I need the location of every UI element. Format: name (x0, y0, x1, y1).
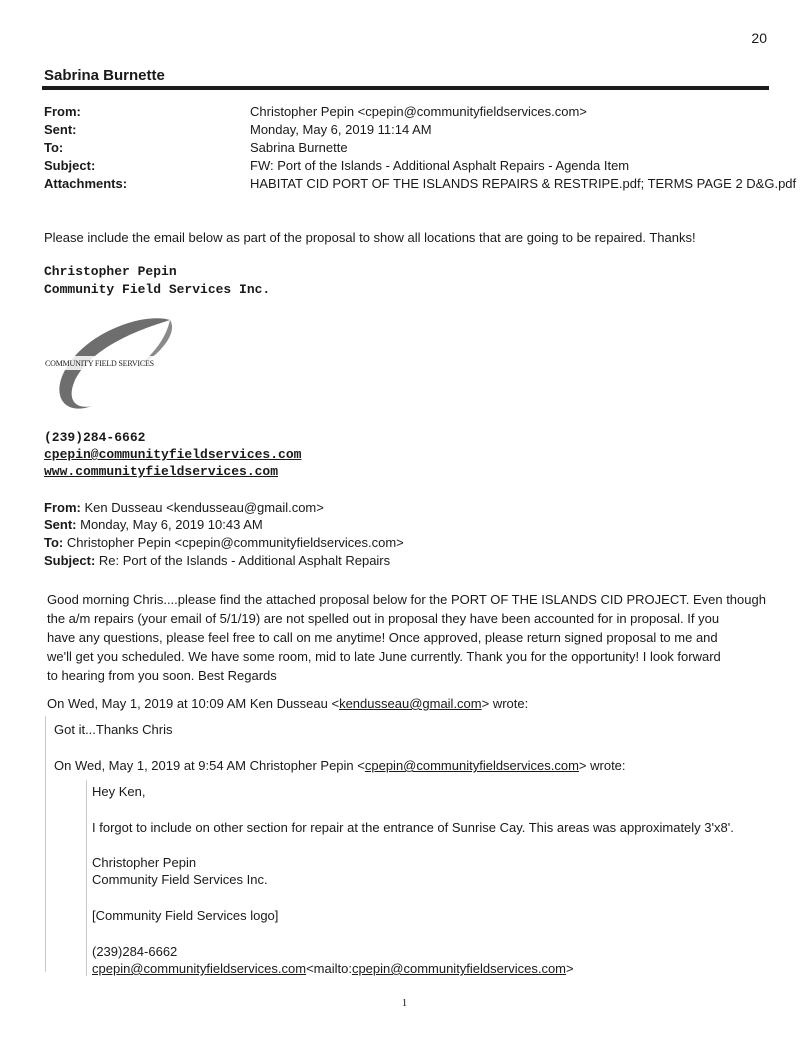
company-logo (44, 312, 194, 422)
signature-phone: (239)284-6662 (44, 430, 146, 445)
fwd-subject-line (44, 553, 390, 568)
quote1-intro-suffix: > wrote: (481, 696, 529, 711)
footer-page-number: 1 (401, 997, 408, 1009)
quote2-intro (54, 758, 626, 773)
attachments-value: HABITAT CID PORT OF THE ISLANDS REPAIRS & RESTRIPE.pdf; TERMS PAGE 2 D&G.pdf (250, 176, 797, 191)
attachments-label: Attachments: (44, 176, 128, 191)
quote2-sig-email-link[interactable]: cpepin@communityfieldservices.com (92, 961, 307, 976)
logo-swoosh-icon (44, 312, 194, 422)
quote2-mailto-prefix: <mailto: (306, 961, 352, 976)
quote2-mailto-suffix: > (566, 961, 574, 976)
quote2-sig-company: Community Field Services Inc. (92, 872, 268, 887)
subject-label: Subject: (44, 158, 96, 173)
quote2-sig-email-line (92, 961, 574, 976)
sent-label: Sent: (44, 122, 77, 137)
logo-text: COMMUNITY FIELD SERVICES (45, 359, 154, 368)
fwd-body (47, 590, 775, 685)
signature-email-link[interactable]: cpepin@communityfieldservices.com (44, 447, 302, 462)
signature-website-link[interactable]: www.communityfieldservices.com (44, 464, 279, 479)
sent-value: Monday, May 6, 2019 11:14 AM (250, 122, 432, 137)
fwd-from-value: Ken Dusseau <kendusseau@gmail.com> (84, 500, 324, 515)
signature-name: Christopher Pepin (44, 264, 177, 279)
quote2-mailto-link[interactable]: cpepin@communityfieldservices.com (351, 961, 567, 976)
quote1-intro-prefix: On Wed, May 1, 2019 at 10:09 AM Ken Dusseau < (47, 696, 340, 711)
quote2-sig-phone: (239)284-6662 (92, 944, 178, 959)
sender-header: Sabrina Burnette (44, 67, 165, 84)
quote2-intro-prefix: On Wed, May 1, 2019 at 9:54 AM Christopher Pepin < (54, 758, 365, 773)
quote2-greeting: Hey Ken, (92, 784, 146, 799)
quote2-intro-suffix: > wrote: (578, 758, 626, 773)
fwd-to-line (44, 535, 404, 550)
quote2-email-link[interactable]: cpepin@communityfieldservices.com (364, 758, 579, 773)
quote-bar (86, 780, 87, 976)
to-value: Sabrina Burnette (250, 140, 348, 155)
fwd-from-label: From: (44, 500, 81, 515)
quote2-message: I forgot to include on other section for repair at the entrance of Sunrise Cay. This areas was approximately 3'x8'. (92, 820, 734, 835)
intro-text: Please include the email below as part of the proposal to show all locations that are going to be repaired. Thanks! (44, 230, 696, 245)
signature-company: Community Field Services Inc. (44, 282, 271, 297)
quote-bar (45, 716, 46, 972)
fwd-from-line (44, 500, 324, 515)
fwd-sent-line (44, 517, 263, 532)
quote2-sig-name: Christopher Pepin (92, 855, 197, 870)
header-divider (42, 86, 769, 90)
subject-value: FW: Port of the Islands - Additional Asphalt Repairs - Agenda Item (250, 158, 630, 173)
from-value: Christopher Pepin <cpepin@communityfieldservices.com> (250, 104, 587, 119)
fwd-body-line: to hearing from you soon. Best Regards (47, 668, 277, 683)
quote1-reply: Got it...Thanks Chris (54, 722, 173, 737)
quote2-sig-logo: [Community Field Services logo] (92, 908, 279, 923)
fwd-subject-value: Re: Port of the Islands - Additional Asphalt Repairs (98, 553, 391, 568)
fwd-sent-label: Sent: (44, 517, 77, 532)
quote1-intro (47, 696, 528, 711)
to-label: To: (44, 140, 64, 155)
from-label: From: (44, 104, 81, 119)
fwd-sent-value: Monday, May 6, 2019 10:43 AM (80, 517, 263, 532)
fwd-body-line: the a/m repairs (your email of 5/1/19) are not spelled out in proposal they have been accounted for in proposal. If you (47, 611, 720, 626)
fwd-body-line: have any questions, please feel free to call on me anytime! Once approved, please return signed proposal to me and (47, 630, 718, 645)
quote1-email-link[interactable]: kendusseau@gmail.com (339, 696, 482, 711)
fwd-to-value: Christopher Pepin <cpepin@communityfieldservices.com> (66, 535, 404, 550)
page-number: 20 (751, 30, 767, 46)
fwd-body-line: we'll get you scheduled. We have some room, mid to late June currently. Thank you for the opportunity! I look forward (47, 649, 721, 664)
fwd-body-line: Good morning Chris....please find the attached proposal below for the PORT OF THE ISLANDS CID PROJECT. Even though (47, 592, 766, 607)
fwd-subject-label: Subject: (44, 553, 96, 568)
fwd-to-label: To: (44, 535, 64, 550)
